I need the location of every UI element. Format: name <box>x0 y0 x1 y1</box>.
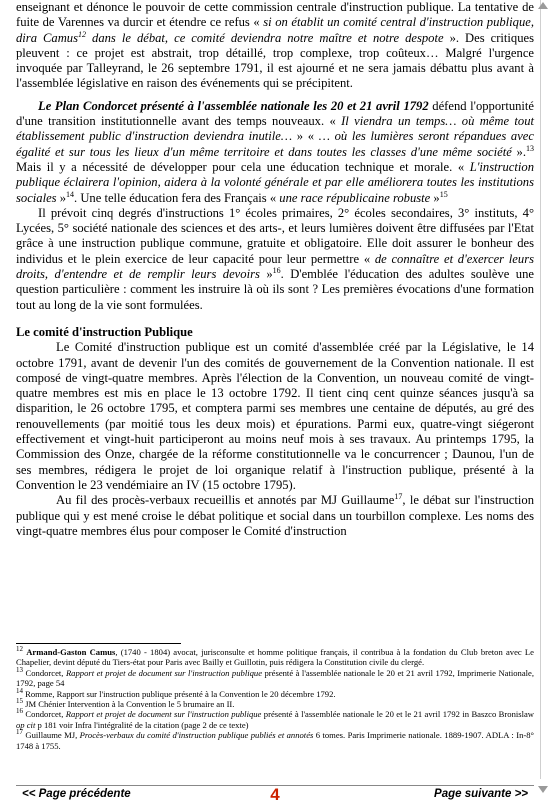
previous-page-link[interactable]: << Page précédente <box>22 788 131 800</box>
footnote-16: $^{16}$ Condorcet, Rapport et projet de document sur l'instruction publique présenté à l'assemblée nationale le 20 et le 21 avril 1792 in Baszco Bronislaw op cit p 181 voir Infra l'intégralité de la citation (page 2 de ce texte) <box>16 707 535 730</box>
paragraph-proces-verbaux: Au fil des procès-verbaux recueillis et annotés par MJ Guillaume$^{17}$, le débat sur l'instruction publique qui y est mené croise le débat politique et social dans un tourbillon complexe. Les noms des vingt-quatre membres élus pour composer le Comité d'instruction <box>16 492 534 538</box>
footnotes <box>16 647 534 751</box>
scrollbar[interactable] <box>538 0 548 805</box>
page-navigation <box>0 785 550 805</box>
footnote-15: $^{15}$ JM Chénier Intervention à la Convention le 5 brumaire an II. <box>16 697 235 710</box>
scroll-up-icon[interactable] <box>538 2 548 9</box>
page-number: 4 <box>270 785 280 804</box>
footnote-14: $^{14}$ Romme, Rapport sur l'instruction publique présenté à la Convention le 20 décembre 1792. <box>16 686 336 699</box>
paragraph-five-degrees: Il prévoit cinq degrés d'instructions 1° écoles primaires, 2° écoles secondaires, 3° instituts, 4° Lycées, 5° société nationale des sciences et des arts-, et leurs lumières doivent être diffusées par l'Etat grâce à une instruction publique commune, gratuite et obligatoire. Elle doit assurer le bonheur des individus et le plein exercice de leur capacité pour leur permettre « de connaître et d'exercer leurs droits, d'entendre et de remplir leurs devoirs »$^{16}$. D'emblée l'éducation des adultes soulève une question particulière : comment les instruire là où ils sont ? Les premières évocations d'une formation tout au long de la vie sont formulées. <box>16 205 534 312</box>
footnote-12: $^{12}$ Armand-Gaston Camus, (1740 - 1804) avocat, jurisconsulte et homme politique français, il contribua à la fondation du Club breton avec Le Chapelier, devint député du Tiers-état pour Paris avec Bailly et Guillotin, puis rédigera la Constitution civile du clergé. <box>16 645 534 668</box>
footnote-13: $^{13}$ Condorcet, Rapport et projet de document sur l'instruction publique présenté à l'assemblée nationale le 20 et 21 avril 1792, Imprimerie Nationale, 1792, page 54 <box>16 665 534 689</box>
paragraph-comite: Le Comité d'instruction publique est un comité d'assemblée créé par la Législative, le 14 octobre 1791, avant de devenir l'un des comités de gouvernement de la Convention nationale. Il est composé de vingt-quatre membres. Après l'élection de la Convention, un nouveau comité de vingt-quatre membres est mis en place le 13 octobre 1792. Il tient cinq cent quinze séances jusqu'à sa disparition, le 26 octobre 1795, et comptera parmi ses membres une centaine de députés, au gré des renouvellements (par moitié tous les deux mois) et épurations. Parmi eux, quatre-vingt siégeront effectivement et vingt-huit participeront au moins neuf mois à ses travaux. Au printemps 1795, la Commission des Onze, chargée de la réforme constitutionnelle va le concurrencer ; Daunou, l'un de ses membres, rédigera le projet de loi organique relatif à l'instruction publique, présenté à la Convention le 23 vendémiaire an IV (15 octobre 1795). <box>16 340 534 492</box>
scrollbar-track <box>540 0 541 779</box>
section-heading: Le comité d'instruction Publique <box>16 324 193 339</box>
footnote-17: $^{17}$ Guillaume MJ, Procès-verbaux du comité d'instruction publique publiés et annotés 6 tomes. Paris Imprimerie nationale. 1889-1907. ADLA : In-8° 1748 à 1755. <box>16 728 534 751</box>
body-text <box>16 0 534 539</box>
next-page-link[interactable]: Page suivante >> <box>434 788 528 800</box>
footnote-separator <box>16 643 181 644</box>
paragraph-intro: enseignant et dénonce le pouvoir de cette commission centrale d'instruction publique. La tentative de fuite de Varennes va durcir et étendre ce refus « si on établit un comité central d'instruction publique, dira Camus$^{12}$ dans le débat, ce comité deviendra notre maître et notre despote ». Des critiques pleuvent : ce projet est abstrait, trop détaillé, trop complexe, trop coûteux… Malgré l'urgence invoquée par Talleyrand, le 26 septembre 1791, il est ajourné et ne sera jamais débattu plus avant à l'assemblée législative en raison des événements qui se précipitent. <box>16 0 535 91</box>
paragraph-plan-condorcet: Le Plan Condorcet présenté à l'assemblée nationale les 20 et 21 avril 1792 défend l'opportunité d'une transition institutionnelle avant des temps nouveaux. « Il viendra un temps… où même tout établissement public d'instruction deviendra inutile… » « … où les lumières seront répandues avec égalité et sur tous les lieux d'un même territoire et dans toutes les classes d'une même société ».$^{13}$ Mais il y a nécessité de développer pour cela une éducation technique et morale. « L'instruction publique éclairera l'opinion, aidera à la volonté générale et par elle améliorera toutes les institutions sociales »$^{14}$. Une telle éducation fera des Français « une race républicaine robuste »$^{15}$ <box>16 98 535 205</box>
